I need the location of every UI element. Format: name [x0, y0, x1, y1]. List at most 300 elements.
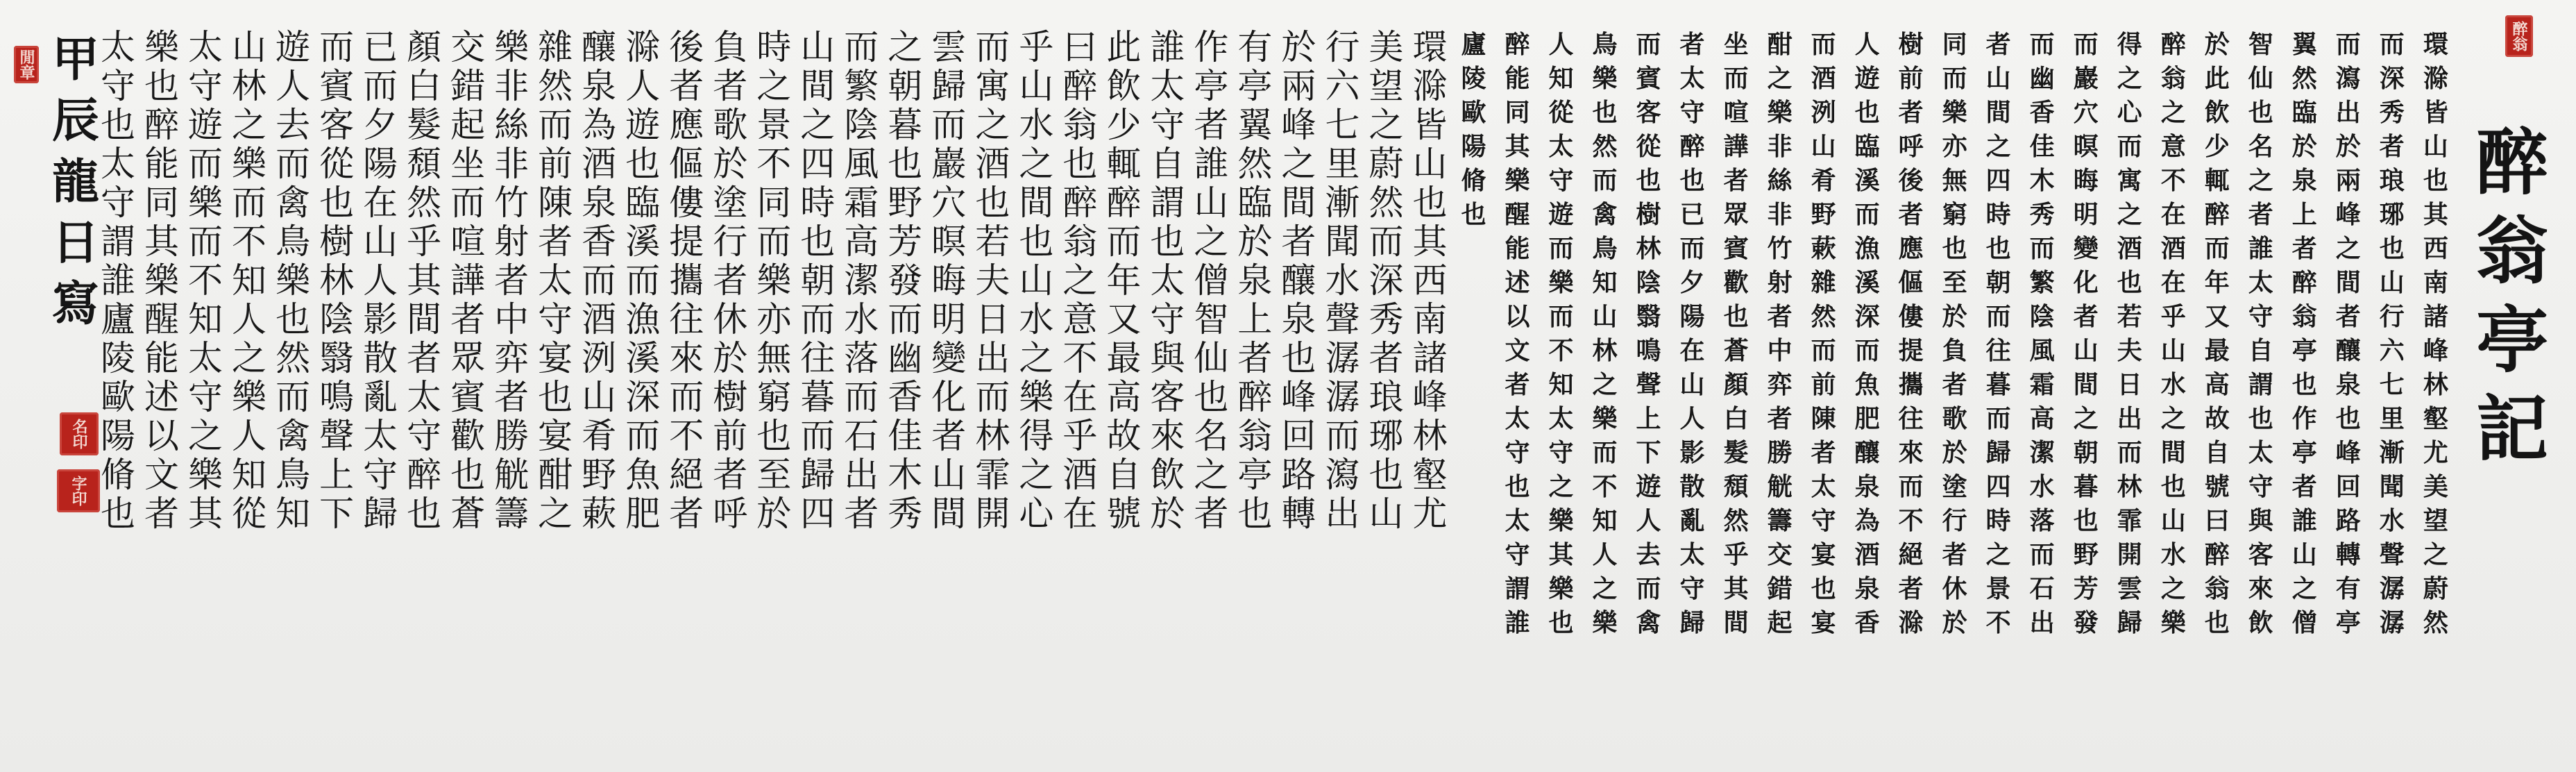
calligraphy-character: 歌 — [713, 105, 748, 145]
calligraphy-character: 之 — [1548, 472, 1574, 501]
calligraphy-character: 泉 — [1281, 299, 1316, 339]
text-column — [1278, 28, 1319, 750]
calligraphy-character: 於 — [1942, 302, 1967, 331]
calligraphy-character: 歸 — [1679, 608, 1705, 637]
calligraphy-character: 林 — [1592, 336, 1618, 365]
calligraphy-character: 下 — [1636, 438, 1661, 467]
calligraphy-character: 亭 — [1237, 66, 1273, 106]
calligraphy-character: 絕 — [1898, 540, 1924, 569]
calligraphy-character: 籌 — [494, 494, 529, 534]
calligraphy-character: 太 — [407, 377, 442, 417]
calligraphy-character: 林 — [1636, 234, 1661, 263]
calligraphy-character: 洌 — [582, 338, 617, 378]
calligraphy-character: 陽 — [363, 144, 398, 184]
calligraphy-character: 之 — [975, 105, 1010, 145]
calligraphy-character: 者 — [1942, 370, 1967, 399]
calligraphy-character: 客 — [319, 105, 355, 145]
text-column — [2109, 28, 2151, 750]
calligraphy-character: 也 — [276, 299, 311, 339]
text-column — [1847, 28, 1888, 750]
calligraphy-character: 路 — [1281, 455, 1316, 495]
calligraphy-character: 而 — [756, 221, 792, 262]
calligraphy-character: 也 — [756, 416, 792, 456]
calligraphy-character: 翳 — [1636, 302, 1661, 331]
calligraphy-character: 也 — [1062, 144, 1098, 184]
calligraphy-character: 攜 — [669, 260, 704, 301]
calligraphy-character: 而 — [669, 377, 704, 417]
calligraphy-character: 呼 — [713, 494, 748, 534]
calligraphy-character: 者 — [1811, 438, 1836, 467]
calligraphy-character: 瀉 — [2335, 64, 2361, 93]
calligraphy-character: 乎 — [1723, 540, 1749, 569]
text-column — [1365, 28, 1407, 750]
calligraphy-character: 山 — [2423, 132, 2448, 161]
calligraphy-character: 謂 — [2248, 370, 2273, 399]
calligraphy-character: 蔚 — [2423, 574, 2448, 603]
calligraphy-character: 於 — [2204, 30, 2230, 59]
calligraphy-character: 漸 — [2379, 438, 2405, 467]
calligraphy-character: 此 — [1106, 27, 1142, 67]
calligraphy-character: 呼 — [1898, 132, 1924, 161]
calligraphy-character: 溪 — [625, 338, 661, 378]
calligraphy-character: 也 — [1854, 98, 1880, 127]
calligraphy-character: 者 — [2073, 302, 2099, 331]
calligraphy-character: 非 — [494, 144, 529, 184]
calligraphy-character: 之 — [232, 105, 267, 145]
calligraphy-character: 回 — [2335, 472, 2361, 501]
calligraphy-character: 南 — [2423, 268, 2448, 297]
calligraphy-character: 之 — [538, 494, 573, 534]
calligraphy-character: 應 — [1898, 234, 1924, 263]
calligraphy-character: 射 — [494, 221, 529, 262]
calligraphy-character: 亭 — [1194, 66, 1229, 106]
calligraphy-character: 間 — [1019, 183, 1054, 223]
calligraphy-character: 者 — [1767, 302, 1793, 331]
calligraphy-character: 聲 — [2379, 540, 2405, 569]
calligraphy-character: 其 — [1723, 574, 1749, 603]
calligraphy-character: 間 — [1281, 183, 1316, 223]
calligraphy-character: 智 — [2248, 30, 2273, 59]
calligraphy-character: 述 — [144, 377, 180, 417]
calligraphy-character: 霜 — [2029, 370, 2055, 399]
calligraphy-character: 在 — [1062, 494, 1098, 534]
calligraphy-character: 肥 — [1854, 404, 1880, 433]
calligraphy-character: 之 — [232, 338, 267, 378]
calligraphy-character: 錯 — [1767, 574, 1793, 603]
calligraphy-character: 深 — [1368, 260, 1404, 301]
calligraphy-character: 溪 — [1854, 166, 1880, 195]
calligraphy-character: 廬 — [1461, 30, 1486, 59]
calligraphy-character: 而 — [1325, 416, 1360, 456]
calligraphy-character: 名 — [1194, 416, 1229, 456]
calligraphy-character: 然 — [2291, 64, 2317, 93]
calligraphy-character: 林 — [1412, 416, 1448, 456]
calligraphy-character: 前 — [713, 416, 748, 456]
calligraphy-character: 之 — [2073, 404, 2099, 433]
calligraphy-character: 太 — [1150, 66, 1185, 106]
calligraphy-character: 鳥 — [276, 455, 311, 495]
calligraphy-character: 於 — [2335, 132, 2361, 161]
calligraphy-character: 間 — [2335, 268, 2361, 297]
calligraphy-character: 同 — [1942, 30, 1967, 59]
calligraphy-character: 山 — [232, 27, 267, 67]
calligraphy-character: 水 — [844, 299, 879, 339]
calligraphy-character: 太 — [1505, 506, 1530, 535]
calligraphy-character: 賓 — [319, 66, 355, 106]
calligraphy-character: 也 — [101, 105, 135, 145]
calligraphy-character: 眾 — [1723, 200, 1749, 229]
calligraphy-character: 之 — [1592, 574, 1618, 603]
calligraphy-character: 而 — [888, 299, 923, 339]
calligraphy-character: 雲 — [931, 27, 967, 67]
text-column — [1103, 28, 1144, 750]
leading-seal: 閒章 — [14, 46, 39, 83]
calligraphy-character: 而 — [975, 27, 1010, 67]
calligraphy-character: 者 — [450, 299, 486, 339]
calligraphy-character: 最 — [2204, 336, 2230, 365]
calligraphy-character: 髮 — [1723, 438, 1749, 467]
calligraphy-character: 樂 — [276, 260, 311, 301]
calligraphy-character: 諸 — [1412, 338, 1448, 378]
calligraphy-character: 太 — [1548, 404, 1574, 433]
calligraphy-character: 起 — [1767, 608, 1793, 637]
calligraphy-character: 皆 — [1412, 105, 1448, 145]
calligraphy-character: 之 — [1019, 144, 1054, 184]
calligraphy-character: 陰 — [2029, 302, 2055, 331]
scroll-body-text — [97, 28, 2457, 750]
calligraphy-character: 意 — [2160, 132, 2186, 161]
calligraphy-character: 人 — [1679, 404, 1705, 433]
calligraphy-character: 時 — [756, 27, 792, 67]
calligraphy-character: 晦 — [2073, 166, 2099, 195]
calligraphy-character: 絕 — [669, 455, 704, 495]
calligraphy-character: 陳 — [538, 183, 573, 223]
calligraphy-character: 樹 — [1898, 30, 1924, 59]
calligraphy-character: 心 — [1019, 494, 1054, 534]
calligraphy-character: 泉 — [2291, 166, 2317, 195]
signature-character: 日 — [51, 215, 99, 271]
calligraphy-character: 守 — [407, 416, 442, 456]
calligraphy-character: 上 — [1237, 299, 1273, 339]
calligraphy-character: 暝 — [2073, 132, 2099, 161]
calligraphy-character: 夫 — [2117, 336, 2142, 365]
text-column — [141, 28, 183, 750]
calligraphy-character: 守 — [2248, 472, 2273, 501]
calligraphy-character: 守 — [1505, 438, 1530, 467]
calligraphy-character: 坐 — [1723, 30, 1749, 59]
calligraphy-character: 而 — [1723, 64, 1749, 93]
calligraphy-character: 僧 — [2291, 608, 2317, 637]
calligraphy-character: 仙 — [2248, 64, 2273, 93]
calligraphy-character: 智 — [1194, 299, 1229, 339]
calligraphy-character: 而 — [1592, 438, 1618, 467]
calligraphy-character: 於 — [1150, 494, 1185, 534]
calligraphy-character: 樂 — [1548, 574, 1574, 603]
calligraphy-character: 瀉 — [1325, 455, 1360, 495]
calligraphy-character: 而 — [1679, 234, 1705, 263]
calligraphy-character: 飲 — [1150, 455, 1185, 495]
calligraphy-character: 者 — [1194, 105, 1229, 145]
calligraphy-character: 仙 — [1194, 338, 1229, 378]
calligraphy-character: 而 — [1854, 200, 1880, 229]
calligraphy-character: 至 — [1942, 268, 1967, 297]
calligraphy-character: 者 — [494, 377, 529, 417]
calligraphy-character: 應 — [669, 105, 704, 145]
calligraphy-character: 醒 — [1505, 200, 1530, 229]
calligraphy-character: 出 — [2117, 404, 2142, 433]
calligraphy-character: 意 — [1062, 299, 1098, 339]
scroll-title — [2471, 118, 2554, 473]
calligraphy-character: 絲 — [1767, 166, 1793, 195]
calligraphy-character: 水 — [1019, 105, 1054, 145]
calligraphy-character: 暮 — [888, 105, 923, 145]
calligraphy-character: 深 — [2379, 64, 2405, 93]
calligraphy-character: 山 — [1019, 66, 1054, 106]
calligraphy-character: 翁 — [2204, 574, 2230, 603]
calligraphy-character: 人 — [363, 260, 398, 301]
calligraphy-character: 弈 — [494, 338, 529, 378]
calligraphy-character: 林 — [319, 260, 355, 301]
calligraphy-character: 霏 — [975, 455, 1010, 495]
calligraphy-character: 守 — [1679, 574, 1705, 603]
calligraphy-character: 樂 — [1019, 377, 1054, 417]
calligraphy-character: 也 — [2117, 268, 2142, 297]
calligraphy-character: 酒 — [1854, 540, 1880, 569]
calligraphy-character: 能 — [1505, 64, 1530, 93]
calligraphy-character: 守 — [363, 455, 398, 495]
calligraphy-character: 者 — [1368, 338, 1404, 378]
calligraphy-character: 開 — [2117, 540, 2142, 569]
calligraphy-character: 眾 — [450, 338, 486, 378]
calligraphy-character: 繁 — [844, 66, 879, 106]
calligraphy-character: 前 — [1811, 370, 1836, 399]
calligraphy-character: 高 — [844, 221, 879, 262]
calligraphy-character: 也 — [1942, 234, 1967, 263]
calligraphy-character: 者 — [494, 260, 529, 301]
calligraphy-character: 而 — [1942, 64, 1967, 93]
calligraphy-character: 七 — [2379, 370, 2405, 399]
calligraphy-character: 白 — [1723, 404, 1749, 433]
calligraphy-character: 兩 — [2335, 166, 2361, 195]
calligraphy-character: 亭 — [1237, 455, 1273, 495]
artist-signature — [44, 29, 107, 335]
calligraphy-character: 野 — [2073, 540, 2099, 569]
calligraphy-character: 人 — [276, 66, 311, 106]
calligraphy-character: 遊 — [625, 105, 661, 145]
calligraphy-character: 往 — [669, 299, 704, 339]
calligraphy-character: 散 — [363, 338, 398, 378]
calligraphy-character: 亦 — [756, 299, 792, 339]
calligraphy-character: 暮 — [2073, 472, 2099, 501]
calligraphy-character: 飲 — [2204, 98, 2230, 127]
calligraphy-character: 交 — [450, 27, 486, 67]
calligraphy-character: 醉 — [1505, 30, 1530, 59]
title-seal: 醉翁 — [2505, 15, 2533, 57]
calligraphy-character: 頹 — [1723, 472, 1749, 501]
calligraphy-character: 秀 — [1368, 299, 1404, 339]
calligraphy-character: 洌 — [1811, 98, 1836, 127]
calligraphy-character: 知 — [1592, 268, 1618, 297]
calligraphy-character: 樹 — [1636, 200, 1661, 229]
calligraphy-character: 輒 — [2204, 166, 2230, 195]
text-column — [1978, 28, 2019, 750]
calligraphy-character: 窮 — [756, 377, 792, 417]
calligraphy-character: 能 — [144, 338, 180, 378]
calligraphy-character: 樂 — [1942, 98, 1967, 127]
text-column — [2153, 28, 2194, 750]
text-column — [2415, 28, 2457, 750]
calligraphy-character: 尤 — [2423, 438, 2448, 467]
calligraphy-character: 歌 — [1942, 404, 1967, 433]
calligraphy-character: 山 — [1412, 144, 1448, 184]
calligraphy-character: 泉 — [1237, 260, 1273, 301]
calligraphy-character: 少 — [2204, 132, 2230, 161]
calligraphy-character: 也 — [1461, 200, 1486, 229]
calligraphy-character: 也 — [1150, 221, 1185, 262]
text-column — [1015, 28, 1057, 750]
calligraphy-character: 秀 — [2379, 98, 2405, 127]
calligraphy-character: 林 — [2423, 370, 2448, 399]
calligraphy-character: 同 — [144, 183, 180, 223]
calligraphy-character: 者 — [669, 66, 704, 106]
calligraphy-character: 起 — [450, 105, 486, 145]
text-column — [1541, 28, 1582, 750]
calligraphy-character: 釀 — [582, 27, 617, 67]
calligraphy-character: 往 — [800, 338, 836, 378]
calligraphy-character: 之 — [2291, 574, 2317, 603]
calligraphy-character: 髮 — [407, 105, 442, 145]
calligraphy-character: 有 — [1237, 27, 1273, 67]
calligraphy-character: 山 — [1194, 183, 1229, 223]
calligraphy-character: 也 — [1723, 302, 1749, 331]
calligraphy-character: 人 — [625, 66, 661, 106]
calligraphy-character: 翁 — [1062, 221, 1098, 262]
calligraphy-character: 水 — [2029, 472, 2055, 501]
calligraphy-character: 於 — [1942, 608, 1967, 637]
calligraphy-character: 於 — [2291, 132, 2317, 161]
calligraphy-character: 然 — [2423, 608, 2448, 637]
calligraphy-character: 同 — [756, 183, 792, 223]
calligraphy-character: 太 — [1548, 132, 1574, 161]
calligraphy-character: 下 — [319, 494, 355, 534]
text-column — [622, 28, 663, 750]
calligraphy-character: 休 — [1942, 574, 1967, 603]
text-column — [1452, 28, 1494, 750]
calligraphy-character: 有 — [2335, 574, 2361, 603]
calligraphy-character: 夕 — [363, 105, 398, 145]
calligraphy-character: 翁 — [1062, 105, 1098, 145]
calligraphy-character: 酒 — [1062, 455, 1098, 495]
calligraphy-character: 出 — [975, 338, 1010, 378]
calligraphy-character: 觥 — [1767, 472, 1793, 501]
calligraphy-character: 峰 — [1281, 105, 1316, 145]
calligraphy-character: 之 — [2160, 404, 2186, 433]
calligraphy-character: 者 — [2291, 472, 2317, 501]
calligraphy-character: 林 — [232, 66, 267, 106]
calligraphy-character: 鳴 — [319, 377, 355, 417]
calligraphy-character: 知 — [232, 455, 267, 495]
calligraphy-character: 霏 — [2117, 506, 2142, 535]
artist-style-seal: 字印 — [57, 469, 100, 512]
calligraphy-character: 也 — [144, 66, 180, 106]
calligraphy-character: 勝 — [1767, 438, 1793, 467]
calligraphy-character: 其 — [188, 494, 223, 534]
calligraphy-character: 也 — [1412, 183, 1448, 223]
calligraphy-character: 者 — [144, 494, 180, 534]
calligraphy-character: 酒 — [2160, 234, 2186, 263]
calligraphy-character: 禽 — [1592, 200, 1618, 229]
calligraphy-character: 名 — [2248, 132, 2273, 161]
calligraphy-character: 而 — [538, 105, 573, 145]
calligraphy-character: 鳴 — [1636, 336, 1661, 365]
calligraphy-character: 然 — [1368, 183, 1404, 223]
text-column — [1628, 28, 1670, 750]
calligraphy-character: 而 — [1811, 336, 1836, 365]
calligraphy-character: 夫 — [975, 260, 1010, 301]
calligraphy-character: 而 — [2204, 234, 2230, 263]
calligraphy-character: 望 — [1368, 66, 1404, 106]
calligraphy-character: 尤 — [1412, 494, 1448, 534]
calligraphy-character: 美 — [2423, 472, 2448, 501]
calligraphy-character: 者 — [1237, 338, 1273, 378]
calligraphy-character: 也 — [1985, 234, 2011, 263]
calligraphy-character: 太 — [1679, 540, 1705, 569]
calligraphy-character: 然 — [407, 183, 442, 223]
calligraphy-character: 蒼 — [450, 494, 486, 534]
calligraphy-character: 而 — [1898, 472, 1924, 501]
calligraphy-character: 者 — [1898, 574, 1924, 603]
calligraphy-character: 然 — [1811, 302, 1836, 331]
calligraphy-character: 無 — [756, 338, 792, 378]
calligraphy-character: 而 — [625, 416, 661, 456]
calligraphy-character: 也 — [1281, 338, 1316, 378]
calligraphy-character: 人 — [1592, 540, 1618, 569]
calligraphy-character: 峰 — [2423, 336, 2448, 365]
calligraphy-character: 也 — [101, 494, 135, 534]
calligraphy-character: 往 — [1898, 404, 1924, 433]
calligraphy-character: 亂 — [363, 377, 398, 417]
text-column — [1890, 28, 1932, 750]
calligraphy-character: 肥 — [625, 494, 661, 534]
calligraphy-character: 樂 — [1592, 404, 1618, 433]
calligraphy-character: 遊 — [1854, 64, 1880, 93]
text-column — [928, 28, 969, 750]
calligraphy-character: 醉 — [1062, 183, 1098, 223]
calligraphy-character: 醉 — [1106, 183, 1142, 223]
calligraphy-character: 客 — [2248, 540, 2273, 569]
calligraphy-character: 僂 — [1898, 302, 1924, 331]
title-character: 亭 — [2475, 297, 2548, 383]
calligraphy-character: 琊 — [2379, 200, 2405, 229]
text-column — [1497, 28, 1539, 750]
calligraphy-character: 而 — [1548, 302, 1574, 331]
calligraphy-character: 廬 — [101, 299, 135, 339]
calligraphy-character: 號 — [1106, 494, 1142, 534]
calligraphy-character: 也 — [2379, 234, 2405, 263]
text-column — [185, 28, 226, 750]
text-column — [272, 28, 314, 750]
calligraphy-character: 上 — [319, 455, 355, 495]
calligraphy-character: 者 — [713, 455, 748, 495]
calligraphy-character: 亭 — [2335, 608, 2361, 637]
calligraphy-character: 同 — [1505, 98, 1530, 127]
calligraphy-character: 泉 — [1854, 472, 1880, 501]
calligraphy-character: 漁 — [625, 299, 661, 339]
calligraphy-character: 滁 — [2423, 64, 2448, 93]
calligraphy-character: 塗 — [1942, 472, 1967, 501]
calligraphy-character: 在 — [363, 183, 398, 223]
calligraphy-character: 皆 — [2423, 98, 2448, 127]
